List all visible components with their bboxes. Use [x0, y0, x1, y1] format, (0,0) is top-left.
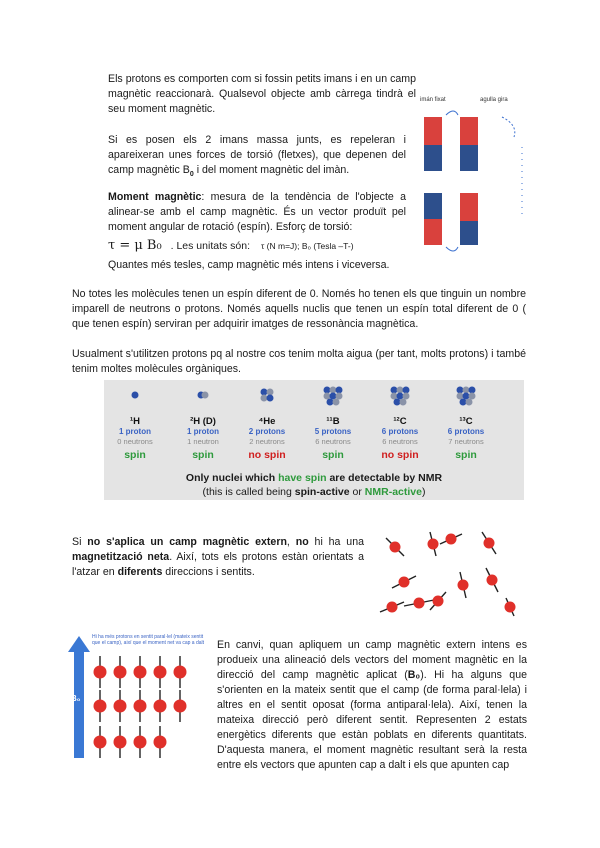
bold-text: no s'aplica un camp magnètic extern [87, 536, 287, 548]
paragraph-moment-magnetic [108, 190, 406, 235]
text: ). Hi ha alguns que s'orienten en la mateix sentit que el camp (de forma paral·lela) i altres en el sentit oposat (forma antiparal·lela). Així, tenen la mateixa direcció però diferent sentit. Representen 2 estats energètics diferents que estàn poblats en diferents quantitats. D'aquesta manera, el moment magnètic resultant serà la resta entre els vectors que apunten cap a dalt i els que apunten cap [217, 669, 527, 771]
nucleus-spin-status: spin [455, 449, 477, 461]
magnet-1-south [424, 145, 442, 171]
nucleus-card-h1 [105, 380, 165, 461]
bold-text: magnetització neta [72, 551, 170, 563]
units-label: . Les unitats són: [170, 240, 251, 252]
nucleus-neutrons: 1 neutron [187, 437, 219, 446]
p2-text-b: i del moment magnètic del imàn. [193, 164, 350, 176]
nucleus-symbol: ⁴He [258, 416, 276, 427]
text: En canvi, quan apliquem un camp magnètic extern intens es produeix una alineació dels vectors del moment magnètic en la direcció del camp magnètic aplicat ( [217, 639, 527, 681]
nucleus-card-b11 [303, 380, 363, 461]
magnet-4-north [460, 193, 478, 221]
nucleus-neutrons: 6 neutrons [315, 437, 351, 446]
nmr-nuclei-panel [104, 380, 524, 500]
nucleus-protons: 6 protons [447, 427, 485, 436]
text: . Així, tots els protons estàn orientats a l'atzar en [72, 551, 364, 578]
nucleus-card-he4 [237, 380, 297, 461]
bold-text: B₀ [407, 669, 421, 681]
moment-magnetic-definition: : mesura de la tendència de l'objecte a alinear-se amb el camp magnètic. És un vector produït pel moment angular de rotació (espín). Esforç de torsió: [108, 191, 406, 233]
magnet-caption-left: imán fixat [420, 97, 446, 103]
proton-antiparallel-icon [94, 726, 107, 758]
footer-text: Only nuclei which [185, 472, 279, 484]
nucleus-spin-status: spin [322, 449, 344, 461]
footer-text: detectable by NMR [348, 472, 443, 484]
footer-highlight: NMR-active [364, 486, 422, 498]
proton-parallel-icon [114, 690, 127, 722]
proton-antiparallel-icon [114, 726, 127, 758]
text: direccions i sentits. [162, 566, 255, 578]
proton-icon [458, 572, 469, 598]
nucleus-symbol: ²H (D) [190, 416, 216, 427]
proton-icon [386, 538, 404, 556]
paragraph-protons-imans: Els protons es comporten com si fossin petits imans i en un camp magnètic reaccionarà. Qualsevol objecte amb càrrega tindrà el seu moment magnètic. [108, 73, 416, 115]
nucleus-protons: 5 protons [314, 427, 352, 436]
nucleus-card-c12 [370, 380, 430, 461]
formula-row [108, 238, 408, 253]
proton-parallel-icon [154, 656, 167, 688]
proton-icon [486, 568, 498, 592]
nucleus-spin-status: no spin [381, 449, 419, 461]
nucleus-neutrons: 7 neutrons [448, 437, 484, 446]
nucleus-spin-status: spin [192, 449, 214, 461]
nucleus-protons: 6 protons [381, 427, 419, 436]
proton-parallel-icon [174, 690, 187, 722]
p2-subscript: 0 [189, 171, 194, 179]
nucleus-card-c13 [436, 380, 496, 461]
nucleus-symbol: ¹³C [459, 416, 473, 427]
nucleus-symbol: ¹²C [393, 416, 407, 427]
footer-highlight: have spin [278, 472, 327, 484]
proton-icon [440, 534, 462, 545]
units-value: τ (N m=J); B₀ (Tesla –T-) [260, 241, 354, 251]
proton-antiparallel-icon [134, 726, 147, 758]
p2-text-a: Si es posen els 2 imans massa junts, es repeleran i apareixeran unes forces de torsió (fletxes), que depenen del camp magnètic B [108, 134, 406, 176]
proton-icon [404, 598, 434, 609]
rotation-arrow-icon [502, 117, 515, 137]
moment-magnetic-term: Moment magnètic [108, 191, 202, 203]
nmr-footer-line-1 [104, 472, 524, 484]
proton-parallel-icon [174, 656, 187, 688]
torque-arrow-icon [446, 111, 458, 115]
magnets-figure [418, 97, 530, 267]
proton-parallel-icon [94, 690, 107, 722]
proton-icon [380, 602, 404, 613]
b0-caption: Hi ha més protons en sentit paral·lel (mateix sentit que el camp), així que el moment net va cap a dalt [92, 634, 205, 646]
magnet-caption-right: agulla gira [480, 97, 508, 103]
magnet-1-north [424, 117, 442, 145]
magnets-svg [418, 97, 530, 267]
paragraph-tesla: Quantes més tesles, camp magnètic més intens i viceversa. [108, 259, 390, 271]
paragraph-no-field [72, 535, 364, 580]
paragraph-with-field [217, 638, 527, 773]
bold-text: no [295, 536, 309, 548]
nucleus-symbol: ¹H [129, 416, 141, 427]
nucleus-protons: 1 proton [119, 427, 151, 436]
nmr-footer-line-2 [104, 486, 524, 498]
random-protons-figure [374, 520, 524, 620]
nucleus-protons: 1 proton [187, 427, 219, 436]
nucleus-card-h2 [173, 380, 233, 461]
proton-icon [428, 532, 439, 556]
footer-text: or [349, 486, 365, 498]
nucleus-neutrons: 0 neutrons [117, 437, 153, 446]
proton-icon [505, 598, 516, 616]
magnet-3-south [424, 193, 442, 219]
magnet-2-north [460, 117, 478, 145]
paragraph-protons-aigua: Usualment s'utilitzen protons pq al nostre cos tenim molta aigua (per tant, molts protons) i també tenim moltes molècules orgàniques. [72, 348, 526, 375]
proton-icon [482, 532, 496, 554]
bold-text: diferents [117, 566, 163, 578]
proton-parallel-icon [154, 690, 167, 722]
nucleus-symbol: ¹¹B [326, 416, 340, 427]
paragraph-torsion [108, 133, 406, 182]
b0-label: B₀ [71, 694, 81, 703]
footer-text: ) [421, 486, 426, 498]
nucleus-spin-status: no spin [248, 449, 286, 461]
nucleus-neutrons: 2 neutrons [249, 437, 285, 446]
magnet-2-south [460, 145, 478, 171]
footer-bold: spin-active [294, 486, 350, 498]
proton-antiparallel-icon [154, 726, 167, 758]
text: Si [72, 536, 88, 548]
paragraph-spin-nuclis: No totes les molècules tenen un espín diferent de 0. Només ho tenen els que tinguin un nombre imparell de neutrons o protons. Només aquells nuclis que tenen un espín total diferent de 0 ( que tenen espín) serviran per adquirir imatges de ressonància magnètica. [72, 288, 526, 330]
magnet-4-south [460, 221, 478, 245]
nucleus-spin-status: spin [124, 449, 146, 461]
footer-text: are [326, 472, 349, 484]
proton-parallel-icon [94, 656, 107, 688]
aligned-protons-figure [92, 654, 212, 764]
b0-field-figure [64, 632, 214, 762]
proton-icon [392, 576, 416, 588]
proton-parallel-icon [134, 656, 147, 688]
proton-parallel-icon [134, 690, 147, 722]
torque-formula: τ = μ B₀ [108, 238, 162, 253]
text: , [286, 536, 296, 548]
magnet-3-north [424, 219, 442, 245]
footer-text: (this is called being [202, 486, 295, 498]
nucleus-neutrons: 6 neutrons [382, 437, 418, 446]
nucleus-protons: 2 protons [248, 427, 286, 436]
torque-arrow-icon [446, 247, 458, 251]
text: hi ha una [308, 536, 364, 548]
proton-parallel-icon [114, 656, 127, 688]
